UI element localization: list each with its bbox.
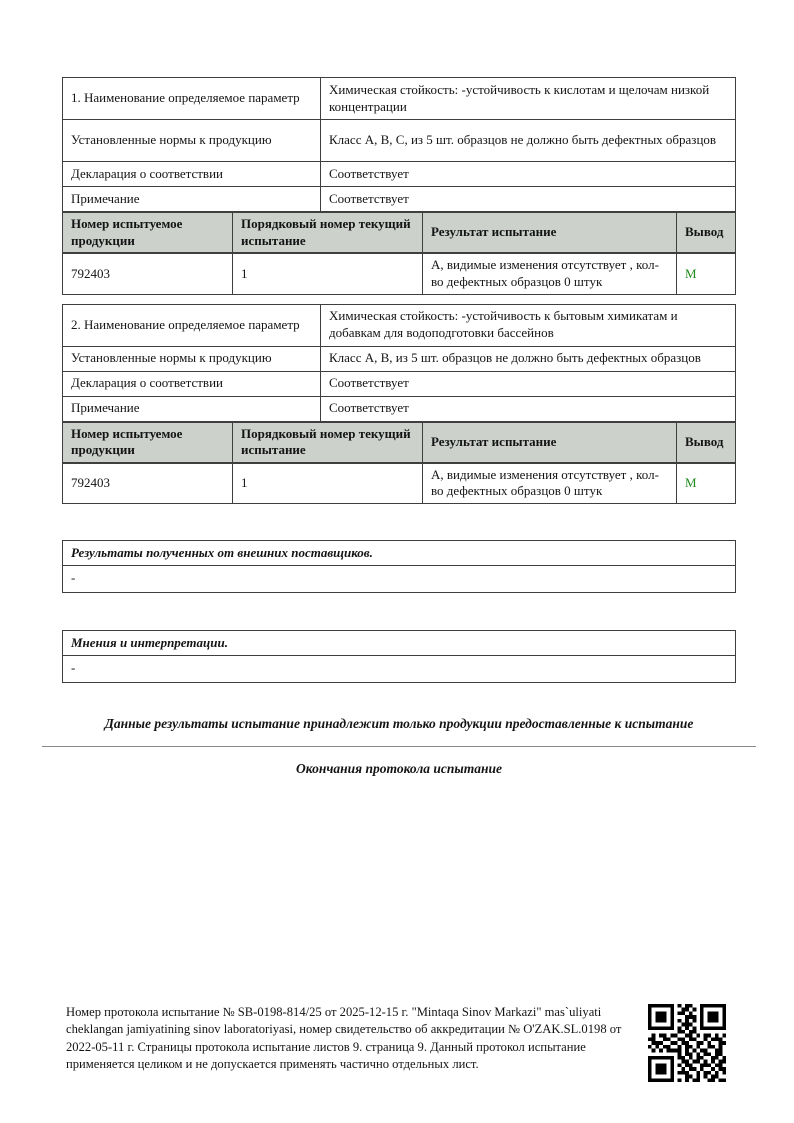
col-header-conclusion: Вывод — [677, 212, 736, 253]
norms-value: Класс А, В, С, из 5 шт. образцов не должно быть дефектных образцов — [321, 120, 736, 162]
sequence-number-value: 1 — [233, 253, 423, 294]
table-row — [63, 162, 736, 187]
product-number-value: 792403 — [63, 253, 233, 294]
param-name-label: 1. Наименование определяемое параметр — [63, 78, 321, 120]
results-disclaimer: Данные результаты испытание принадлежит только продукции предоставленные к испытание — [104, 716, 694, 731]
param-name-value: Химическая стойкость: -устойчивость к бытовым химикатам и добавкам для водоподготовки бассейнов — [321, 304, 736, 346]
conclusion-value: М — [677, 463, 736, 504]
result-value: А, видимые изменения отсутствует , кол-во дефектных образцов 0 штук — [423, 253, 677, 294]
protocol-footer-text: Номер протокола испытание № SB-0198-814/25 от 2025-12-15 г. "Mintaqa Sinov Markazi" mas`uliyati cheklangan jamiyatining sinov laboratoriyasi, номер свидетельство об аккредитации № O'ZAK.SL.0198 от 2022-05-11 г. Страницы протокола испытание листов 9. страница 9. Данный протокол испытание применяется целиком и не допускается применять частично отдельных лист. — [66, 1005, 622, 1072]
table-row — [63, 187, 736, 212]
parameter-block-1 — [62, 77, 736, 295]
norms-value: Класс А, В, из 5 шт. образцов не должно быть дефектных образцов — [321, 346, 736, 371]
note-label: Примечание — [63, 396, 321, 421]
product-number-value: 792403 — [63, 463, 233, 504]
col-header-conclusion: Вывод — [677, 422, 736, 463]
parameter-block-2 — [62, 304, 736, 505]
table-row — [63, 253, 736, 294]
result-header-row — [63, 212, 736, 253]
norms-label: Установленные нормы к продукцию — [63, 120, 321, 162]
opinions-title: Мнения и интерпретации. — [63, 631, 735, 656]
external-suppliers-section — [62, 540, 736, 593]
col-header-sequence-number: Порядковый номер текущий испытание — [233, 212, 423, 253]
table-row — [63, 120, 736, 162]
opinions-value: - — [71, 660, 76, 675]
note-label: Примечание — [63, 187, 321, 212]
declaration-value: Соответствует — [321, 371, 736, 396]
col-header-result: Результат испытание — [423, 422, 677, 463]
external-suppliers-value: - — [71, 570, 76, 585]
parameter-table-2 — [62, 304, 736, 422]
conclusion-value: М — [677, 253, 736, 294]
note-value: Соответствует — [321, 187, 736, 212]
col-header-product-number: Номер испытуемое продукции — [63, 212, 233, 253]
sequence-number-value: 1 — [233, 463, 423, 504]
table-row — [63, 346, 736, 371]
qr-code-image — [648, 1004, 726, 1082]
result-table-1 — [62, 211, 736, 295]
declaration-value: Соответствует — [321, 162, 736, 187]
result-header-row — [63, 422, 736, 463]
col-header-sequence-number: Порядковый номер текущий испытание — [233, 422, 423, 463]
table-row — [63, 78, 736, 120]
result-table-2 — [62, 421, 736, 505]
table-row — [63, 463, 736, 504]
declaration-label: Декларация о соответствии — [63, 162, 321, 187]
table-row — [63, 371, 736, 396]
norms-label: Установленные нормы к продукцию — [63, 346, 321, 371]
protocol-ending-note: Окончания протокола испытание — [296, 761, 502, 776]
note-value: Соответствует — [321, 396, 736, 421]
param-name-label: 2. Наименование определяемое параметр — [63, 304, 321, 346]
table-row — [63, 396, 736, 421]
result-value: А, видимые изменения отсутствует , кол-во дефектных образцов 0 штук — [423, 463, 677, 504]
divider — [42, 746, 756, 747]
qr-code — [648, 1004, 726, 1082]
external-suppliers-title: Результаты полученных от внешних поставщиков. — [63, 541, 735, 566]
parameter-table-1 — [62, 77, 736, 212]
opinions-section — [62, 630, 736, 683]
page-content — [62, 77, 736, 777]
table-row — [63, 304, 736, 346]
col-header-product-number: Номер испытуемое продукции — [63, 422, 233, 463]
declaration-label: Декларация о соответствии — [63, 371, 321, 396]
col-header-result: Результат испытание — [423, 212, 677, 253]
param-name-value: Химическая стойкость: -устойчивость к кислотам и щелочам низкой концентрации — [321, 78, 736, 120]
